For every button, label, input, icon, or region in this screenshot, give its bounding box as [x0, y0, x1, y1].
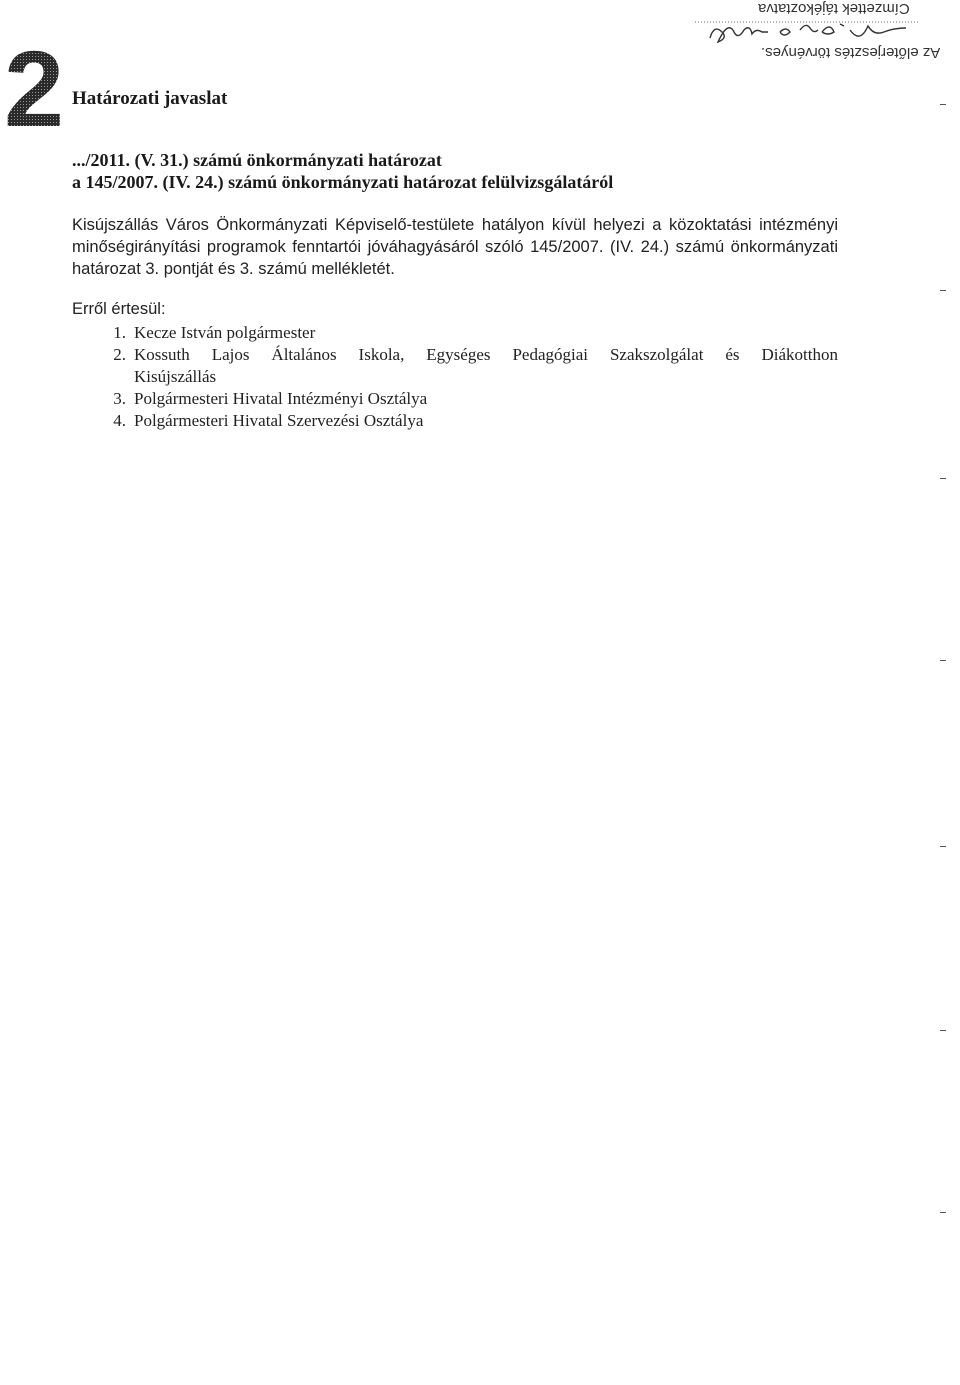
- scan-edge-mark: [940, 478, 946, 479]
- scan-edge-mark: [940, 1212, 946, 1213]
- scan-edge-mark: [940, 660, 946, 661]
- list-item-text: Polgármesteri Hivatal Szervezési Osztálya: [134, 411, 424, 430]
- list-item: [72, 322, 838, 344]
- svg-text:2: 2: [3, 38, 65, 134]
- approval-stamp: [650, 0, 950, 70]
- list-item: [72, 410, 838, 432]
- list-item-text: Kossuth Lajos Általános Iskola, Egységes Pedagógiai Szakszolgálat és Diákotthon: [134, 345, 838, 364]
- list-item-text: Kisújszállás: [134, 367, 217, 386]
- list-item-text: Polgármesteri Hivatal Intézményi Osztálya: [134, 389, 428, 408]
- list-item-number: [72, 366, 134, 388]
- resolution-text: Kisújszállás Város Önkormányzati Képviselő-testülete hatályon kívül helyezi a közoktatási intézményi minőségirányítási programok fenntartói jóváhagyásáról szóló 145/2007. (IV. 24.) számú önkormányzati határozat 3. pontját és 3. számú mellékletét.: [72, 216, 838, 278]
- resolution-number: .../2011. (V. 31.) számú önkormányzati határozat: [72, 150, 442, 170]
- list-item-number: 1.: [113, 323, 126, 342]
- list-item-number: 2.: [113, 345, 126, 364]
- list-item-text: Kecze István polgármester: [134, 323, 316, 342]
- scan-edge-mark: [940, 1030, 946, 1031]
- notified-label: Erről értesül:: [72, 300, 166, 318]
- recipient-list: [72, 322, 838, 432]
- resolution-subject: a 145/2007. (IV. 24.) számú önkormányzati határozat felülvizsgálatáról: [72, 172, 614, 192]
- document-heading: Határozati javaslat: [72, 88, 228, 109]
- stamp-line-legality: Az előterjesztés törvényes.: [760, 44, 940, 61]
- list-item: [72, 388, 838, 410]
- scan-edge-mark: [940, 104, 946, 105]
- list-item-number: 3.: [113, 389, 126, 408]
- list-item-number: 4.: [113, 411, 126, 430]
- list-item: [72, 366, 838, 388]
- stamp-line-recipients-notified: Címzettek tájékoztatva: [758, 0, 910, 17]
- page-number-marker: [2, 38, 66, 134]
- scan-edge-mark: [940, 846, 946, 847]
- scan-edge-mark: [940, 290, 946, 291]
- list-item: [72, 344, 838, 366]
